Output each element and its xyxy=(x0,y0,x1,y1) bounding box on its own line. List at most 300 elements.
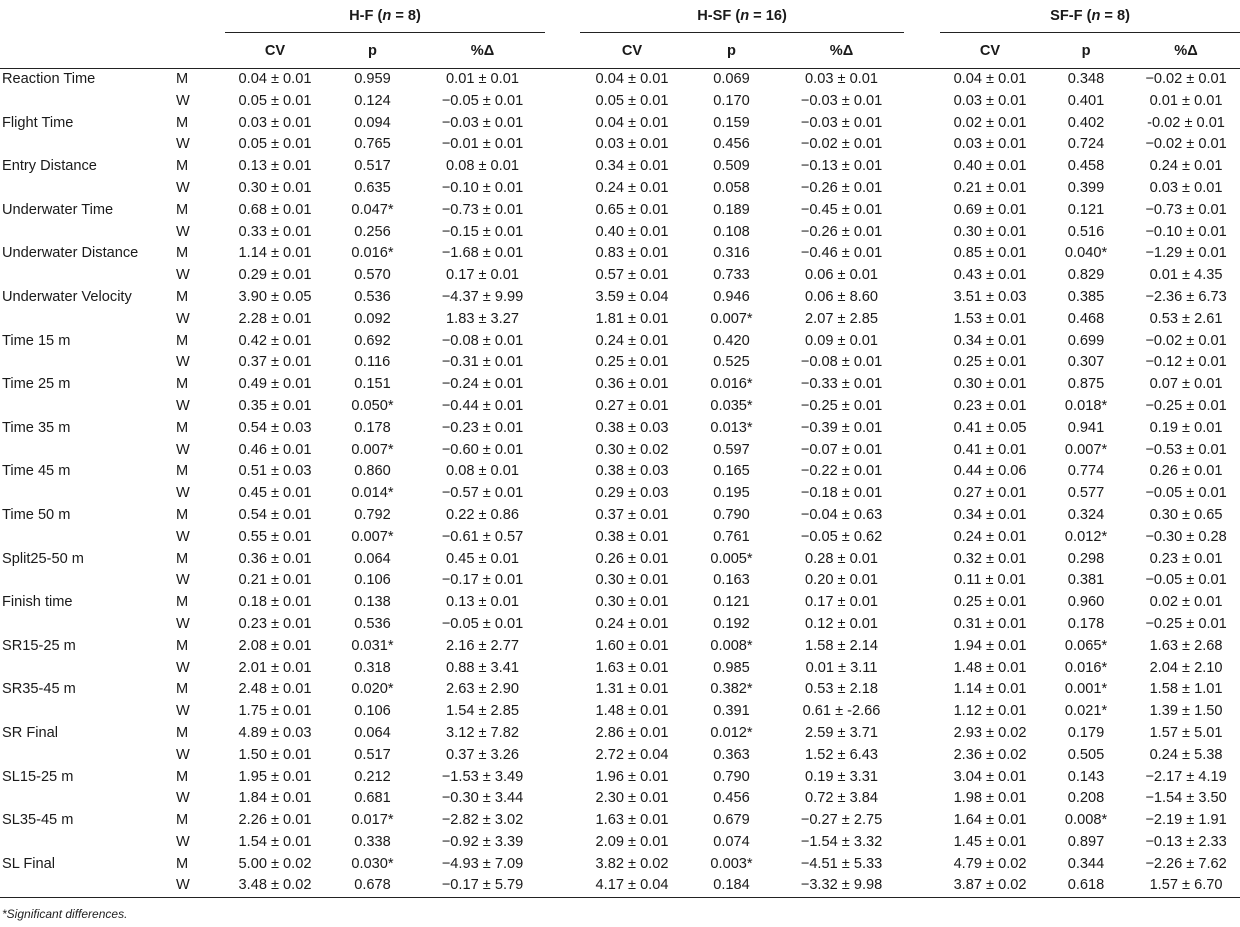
sex-label: M xyxy=(176,506,189,523)
table-row xyxy=(0,679,1240,701)
cv-cell: 1.63 ± 0.01 xyxy=(595,812,669,829)
p-cell: 0.179 xyxy=(1067,724,1105,741)
pct-change-cell: −0.10 ± 0.01 xyxy=(1145,223,1227,240)
p-cell: 0.790 xyxy=(713,768,750,785)
spacer-cell xyxy=(904,156,940,178)
table-row xyxy=(0,701,1240,723)
row-label xyxy=(0,91,170,113)
spacer-cell xyxy=(904,396,940,418)
pct-change-cell: −0.26 ± 0.01 xyxy=(800,179,883,196)
table-row xyxy=(0,461,1240,483)
cv-cell: 0.57 ± 0.01 xyxy=(595,267,669,284)
p-cell: 0.159 xyxy=(713,114,750,131)
spacer-cell xyxy=(545,396,580,418)
p-cell: 0.348 xyxy=(1067,71,1105,87)
pct-change-cell: 0.20 ± 0.01 xyxy=(805,572,878,589)
cv-cell: 0.25 ± 0.01 xyxy=(595,354,669,371)
p-cell: 0.505 xyxy=(1067,746,1105,763)
pct-change-cell: 2.07 ± 2.85 xyxy=(805,310,878,327)
cv-cell: 0.34 ± 0.01 xyxy=(953,506,1027,523)
sex-label: W xyxy=(176,441,190,458)
spacer-cell xyxy=(545,505,580,527)
spacer-cell xyxy=(545,331,580,353)
spacer-cell xyxy=(545,527,580,549)
pct-change-cell: 1.63 ± 2.68 xyxy=(1149,637,1223,654)
pct-change-cell: −0.30 ± 0.28 xyxy=(1145,528,1227,545)
pct-change-cell: −0.27 ± 2.75 xyxy=(800,812,883,829)
pct-change-cell: 0.26 ± 0.01 xyxy=(1149,463,1223,480)
spacer-cell xyxy=(545,592,580,614)
table-row xyxy=(0,570,1240,592)
spacer-cell xyxy=(545,658,580,680)
cv-cell: 0.03 ± 0.01 xyxy=(953,136,1027,153)
cv-cell: 0.31 ± 0.01 xyxy=(953,615,1027,632)
cv-cell: 0.27 ± 0.01 xyxy=(953,485,1027,502)
cv-cell: 0.27 ± 0.01 xyxy=(595,397,669,414)
pct-change-cell: −0.39 ± 0.01 xyxy=(800,419,883,436)
pct-change-cell: −0.02 ± 0.01 xyxy=(800,136,883,153)
spacer-cell xyxy=(904,200,940,222)
p-cell: 0.724 xyxy=(1067,136,1105,153)
spacer-cell xyxy=(904,723,940,745)
p-cell: 0.597 xyxy=(713,441,750,458)
p-cell: 0.178 xyxy=(354,419,391,436)
cv-cell: 0.38 ± 0.01 xyxy=(595,528,669,545)
sex-label: W xyxy=(176,746,190,763)
sex-label: W xyxy=(176,790,190,807)
pct-change-cell: −0.12 ± 0.01 xyxy=(1145,354,1227,371)
row-label: SL Final xyxy=(2,855,55,872)
cv-cell: 0.37 ± 0.01 xyxy=(595,506,669,523)
pct-change-cell: −0.25 ± 0.01 xyxy=(1145,397,1227,414)
cv-cell: 0.36 ± 0.01 xyxy=(238,550,312,567)
pct-change-cell: −0.03 ± 0.01 xyxy=(441,114,524,131)
pct-change-cell: −2.82 ± 3.02 xyxy=(441,812,524,829)
pct-change-cell: 2.04 ± 2.10 xyxy=(1149,659,1223,676)
table-row xyxy=(0,331,1240,353)
row-label: Time 15 m xyxy=(2,332,71,349)
row-label xyxy=(0,832,170,854)
p-cell: 0.008* xyxy=(710,637,753,654)
cv-cell: 0.24 ± 0.01 xyxy=(595,179,669,196)
cv-cell: 0.13 ± 0.01 xyxy=(238,158,312,175)
sex-label: W xyxy=(176,397,190,414)
p-cell: 0.692 xyxy=(354,332,391,349)
pct-change-cell: −1.29 ± 0.01 xyxy=(1145,245,1227,262)
pct-change-cell: −0.13 ± 0.01 xyxy=(800,158,883,175)
cv-cell: 0.44 ± 0.06 xyxy=(953,463,1027,480)
pct-change-cell: 0.12 ± 0.01 xyxy=(805,615,878,632)
pct-change-cell: −0.08 ± 0.01 xyxy=(441,332,524,349)
row-label xyxy=(0,396,170,418)
spacer-cell xyxy=(545,788,580,810)
sex-label: M xyxy=(176,550,189,567)
cv-cell: 4.89 ± 0.03 xyxy=(238,724,312,741)
cv-cell: 1.48 ± 0.01 xyxy=(953,659,1027,676)
table-row xyxy=(0,745,1240,767)
spacer-cell xyxy=(545,461,580,483)
table-row xyxy=(0,418,1240,440)
cv-cell: 0.26 ± 0.01 xyxy=(595,550,669,567)
p-cell: 0.165 xyxy=(713,463,750,480)
pct-change-cell: −0.25 ± 0.01 xyxy=(800,397,883,414)
cv-cell: 0.41 ± 0.01 xyxy=(953,441,1027,458)
spacer-cell xyxy=(904,69,940,91)
spacer-cell xyxy=(545,113,580,135)
column-header-pct-change: %Δ xyxy=(1132,33,1240,69)
pct-change-cell: −0.26 ± 0.01 xyxy=(800,223,883,240)
cv-cell: 2.09 ± 0.01 xyxy=(595,833,669,850)
table-row xyxy=(0,134,1240,156)
table-row xyxy=(0,483,1240,505)
p-cell: 0.065* xyxy=(1064,637,1108,654)
pct-change-cell: 0.53 ± 2.61 xyxy=(1149,310,1223,327)
p-cell: 0.570 xyxy=(354,267,391,284)
sex-label: M xyxy=(176,855,189,872)
p-cell: 0.382* xyxy=(710,681,753,698)
spacer-cell xyxy=(545,440,580,462)
row-label: Finish time xyxy=(2,594,73,611)
pct-change-cell: 0.02 ± 0.01 xyxy=(1149,594,1223,611)
table-row xyxy=(0,723,1240,745)
table-row xyxy=(0,875,1240,897)
cv-cell: 0.29 ± 0.01 xyxy=(238,267,312,284)
row-label: Time 35 m xyxy=(2,419,71,436)
pct-change-cell: 0.03 ± 0.01 xyxy=(1149,179,1223,196)
pct-change-cell: −0.08 ± 0.01 xyxy=(800,354,883,371)
sex-label: W xyxy=(176,485,190,502)
row-label xyxy=(0,265,170,287)
table-row xyxy=(0,614,1240,636)
p-cell: 0.536 xyxy=(354,288,391,305)
pct-change-cell: −0.46 ± 0.01 xyxy=(800,245,883,262)
row-label: Split25-50 m xyxy=(2,550,84,567)
spacer-cell xyxy=(545,352,580,374)
cv-cell: 0.49 ± 0.01 xyxy=(238,376,312,393)
row-label: Underwater Distance xyxy=(2,245,139,262)
p-cell: 0.401 xyxy=(1067,92,1105,109)
cv-cell: 0.21 ± 0.01 xyxy=(953,179,1027,196)
cv-cell: 1.96 ± 0.01 xyxy=(595,768,669,785)
spacer-cell xyxy=(545,854,580,876)
p-cell: 0.163 xyxy=(713,572,750,589)
cv-cell: 0.34 ± 0.01 xyxy=(595,158,669,175)
spacer-cell xyxy=(904,505,940,527)
cv-cell: 0.30 ± 0.02 xyxy=(595,441,669,458)
cv-cell: 0.43 ± 0.01 xyxy=(953,267,1027,284)
p-cell: 0.208 xyxy=(1067,790,1105,807)
spacer-cell xyxy=(904,810,940,832)
table-row xyxy=(0,222,1240,244)
spacer-cell xyxy=(545,810,580,832)
p-cell: 0.007* xyxy=(351,528,394,545)
p-cell: 0.468 xyxy=(1067,310,1105,327)
table-row xyxy=(0,309,1240,331)
p-cell: 0.016* xyxy=(1064,659,1108,676)
p-cell: 0.035* xyxy=(710,397,753,414)
pct-change-cell: −4.37 ± 9.99 xyxy=(441,288,524,305)
p-cell: 0.761 xyxy=(713,528,750,545)
cv-cell: 1.84 ± 0.01 xyxy=(238,790,312,807)
cv-cell: 1.75 ± 0.01 xyxy=(238,703,312,720)
spacer-cell xyxy=(545,723,580,745)
p-cell: 0.008* xyxy=(1064,812,1108,829)
p-cell: 0.946 xyxy=(713,288,750,305)
row-label xyxy=(0,788,170,810)
pct-change-cell: 1.57 ± 6.70 xyxy=(1132,875,1240,897)
pct-change-cell: 0.22 ± 0.86 xyxy=(446,506,519,523)
cv-cell: 1.95 ± 0.01 xyxy=(238,768,312,785)
row-label: Reaction Time xyxy=(2,71,96,87)
pct-change-cell: −0.24 ± 0.01 xyxy=(441,376,524,393)
p-cell: 0.013* xyxy=(710,419,753,436)
pct-change-cell: 0.37 ± 3.26 xyxy=(446,746,519,763)
spacer-cell xyxy=(545,570,580,592)
p-cell: 0.402 xyxy=(1067,114,1105,131)
pct-change-cell: 1.52 ± 6.43 xyxy=(805,746,878,763)
cv-cell: 3.59 ± 0.04 xyxy=(595,288,669,305)
spacer-cell xyxy=(545,374,580,396)
pct-change-cell: −0.92 ± 3.39 xyxy=(441,833,524,850)
pct-change-cell: 1.58 ± 2.14 xyxy=(805,637,878,654)
row-label: Entry Distance xyxy=(2,158,97,175)
cv-cell: 1.50 ± 0.01 xyxy=(238,746,312,763)
pct-change-cell: 0.01 ± 0.01 xyxy=(1149,92,1223,109)
spacer-cell xyxy=(904,243,940,265)
p-cell: 0.765 xyxy=(354,136,391,153)
row-label: SL15-25 m xyxy=(2,768,74,785)
row-label xyxy=(0,875,170,897)
pct-change-cell: −0.17 ± 5.79 xyxy=(420,875,545,897)
cv-cell: 0.37 ± 0.01 xyxy=(238,354,312,371)
spacer-cell xyxy=(904,745,940,767)
spacer-cell xyxy=(904,352,940,374)
spacer-cell xyxy=(904,113,940,135)
cv-cell: 4.79 ± 0.02 xyxy=(953,855,1027,872)
table-row xyxy=(0,178,1240,200)
column-header-p: p xyxy=(684,33,779,69)
row-label: SR35-45 m xyxy=(2,681,76,698)
spacer-cell xyxy=(904,374,940,396)
cv-cell: 1.81 ± 0.01 xyxy=(595,310,669,327)
sex-label: M xyxy=(176,288,189,305)
pct-change-cell: 0.07 ± 0.01 xyxy=(1149,376,1223,393)
cv-cell: 0.05 ± 0.01 xyxy=(238,92,312,109)
cv-cell: 2.26 ± 0.01 xyxy=(238,812,312,829)
row-label: SL35-45 m xyxy=(2,812,74,829)
cv-cell: 0.34 ± 0.01 xyxy=(953,332,1027,349)
p-cell: 0.021* xyxy=(1064,703,1108,720)
cv-cell: 1.45 ± 0.01 xyxy=(953,833,1027,850)
cv-cell: 4.17 ± 0.04 xyxy=(580,875,684,897)
p-cell: 0.040* xyxy=(1064,245,1108,262)
row-label xyxy=(0,614,170,636)
p-cell: 0.618 xyxy=(1040,875,1132,897)
cv-cell: 0.23 ± 0.01 xyxy=(953,397,1027,414)
cv-cell: 2.48 ± 0.01 xyxy=(238,681,312,698)
table-row xyxy=(0,810,1240,832)
p-cell: 0.124 xyxy=(354,92,391,109)
sex-label: M xyxy=(176,681,189,698)
spacer-cell xyxy=(904,636,940,658)
p-cell: 0.420 xyxy=(713,332,750,349)
p-cell: 0.189 xyxy=(713,201,750,218)
p-cell: 0.381 xyxy=(1067,572,1105,589)
spacer-cell xyxy=(545,679,580,701)
spacer-cell xyxy=(545,309,580,331)
p-cell: 0.733 xyxy=(713,267,750,284)
spacer-cell xyxy=(904,767,940,789)
row-label: Underwater Velocity xyxy=(2,288,132,305)
spacer-cell xyxy=(545,614,580,636)
p-cell: 0.516 xyxy=(1067,223,1105,240)
cv-cell: 0.42 ± 0.01 xyxy=(238,332,312,349)
column-header-pct-change: %Δ xyxy=(779,33,904,69)
row-label xyxy=(0,570,170,592)
p-cell: 0.897 xyxy=(1067,833,1105,850)
spacer-cell xyxy=(545,483,580,505)
pct-change-cell: -0.02 ± 0.01 xyxy=(1147,114,1225,131)
pct-change-cell: 0.24 ± 0.01 xyxy=(1149,158,1223,175)
p-cell: 0.959 xyxy=(354,71,391,87)
table-row xyxy=(0,854,1240,876)
sex-label: M xyxy=(176,245,189,262)
cv-cell: 3.51 ± 0.03 xyxy=(953,288,1027,305)
table-row xyxy=(0,265,1240,287)
pct-change-cell: 0.01 ± 3.11 xyxy=(805,659,878,676)
cv-cell: 0.68 ± 0.01 xyxy=(238,201,312,218)
pct-change-cell: 1.83 ± 3.27 xyxy=(446,310,519,327)
table-row xyxy=(0,69,1240,91)
p-cell: 0.456 xyxy=(713,136,750,153)
cv-cell: 1.31 ± 0.01 xyxy=(595,681,669,698)
spacer-cell xyxy=(904,614,940,636)
cv-cell: 0.02 ± 0.01 xyxy=(953,114,1027,131)
p-cell: 0.106 xyxy=(354,703,391,720)
pct-change-cell: −0.53 ± 0.01 xyxy=(1145,441,1227,458)
table-row xyxy=(0,658,1240,680)
cv-cell: 0.04 ± 0.01 xyxy=(953,71,1027,87)
p-cell: 0.256 xyxy=(354,223,391,240)
spacer-cell xyxy=(545,287,580,309)
spacer-cell xyxy=(904,549,940,571)
spacer-cell xyxy=(904,788,940,810)
pct-change-cell: 0.88 ± 3.41 xyxy=(446,659,519,676)
p-cell: 0.525 xyxy=(713,354,750,371)
cv-cell: 2.93 ± 0.02 xyxy=(953,724,1027,741)
p-cell: 0.031* xyxy=(351,637,394,654)
spacer-cell xyxy=(904,309,940,331)
pct-change-cell: −4.93 ± 7.09 xyxy=(441,855,524,872)
cv-cell: 0.30 ± 0.01 xyxy=(953,223,1027,240)
spacer-cell xyxy=(904,527,940,549)
p-cell: 0.792 xyxy=(354,506,391,523)
p-cell: 0.985 xyxy=(713,659,750,676)
p-cell: 0.094 xyxy=(354,114,391,131)
table-row xyxy=(0,243,1240,265)
group-header-sf-f: SF-F (n = 8) xyxy=(940,0,1240,33)
p-cell: 0.108 xyxy=(713,223,750,240)
cv-cell: 0.54 ± 0.03 xyxy=(238,419,312,436)
spacer-cell xyxy=(904,287,940,309)
sex-label: M xyxy=(176,419,189,436)
pct-change-cell: 0.01 ± 4.35 xyxy=(1149,267,1223,284)
p-cell: 0.536 xyxy=(354,615,391,632)
pct-change-cell: 0.17 ± 0.01 xyxy=(446,267,519,284)
pct-change-cell: −0.15 ± 0.01 xyxy=(441,223,524,240)
p-cell: 0.316 xyxy=(713,245,750,262)
spacer-cell xyxy=(904,134,940,156)
spacer-cell xyxy=(904,570,940,592)
pct-change-cell: −0.25 ± 0.01 xyxy=(1145,615,1227,632)
spacer-cell xyxy=(545,134,580,156)
cv-cell: 0.11 ± 0.01 xyxy=(954,572,1026,589)
p-cell: 0.517 xyxy=(354,158,391,175)
cv-cell: 0.51 ± 0.03 xyxy=(238,463,312,480)
spacer-cell xyxy=(545,222,580,244)
p-cell: 0.058 xyxy=(713,179,750,196)
p-cell: 0.003* xyxy=(710,855,753,872)
cv-cell: 2.72 ± 0.04 xyxy=(595,746,669,763)
sex-label: M xyxy=(176,724,189,741)
spacer-cell xyxy=(545,69,580,91)
pct-change-cell: −0.22 ± 0.01 xyxy=(800,463,883,480)
column-header-cv: CV xyxy=(940,33,1040,69)
pct-change-cell: 0.08 ± 0.01 xyxy=(446,463,519,480)
sex-label: W xyxy=(176,310,190,327)
sex-label: W xyxy=(170,875,225,897)
p-cell: 0.385 xyxy=(1067,288,1105,305)
row-label: Time 45 m xyxy=(2,463,71,480)
row-label xyxy=(0,134,170,156)
spacer-cell xyxy=(545,636,580,658)
table-row xyxy=(0,287,1240,309)
p-cell: 0.016* xyxy=(710,376,753,393)
cv-cell: 0.04 ± 0.01 xyxy=(238,71,312,87)
p-cell: 0.030* xyxy=(351,855,394,872)
cv-cell: 3.87 ± 0.02 xyxy=(940,875,1040,897)
pct-change-cell: 0.23 ± 0.01 xyxy=(1149,550,1223,567)
column-header-pct-change: %Δ xyxy=(420,33,545,69)
table-row xyxy=(0,832,1240,854)
cv-cell: 1.63 ± 0.01 xyxy=(595,659,669,676)
pct-change-cell: 0.19 ± 3.31 xyxy=(805,768,878,785)
pct-change-cell: −4.51 ± 5.33 xyxy=(800,855,883,872)
cv-cell: 0.38 ± 0.03 xyxy=(595,463,669,480)
pct-change-cell: 0.06 ± 8.60 xyxy=(805,288,878,305)
cv-cell: 1.48 ± 0.01 xyxy=(595,703,669,720)
pct-change-cell: −0.44 ± 0.01 xyxy=(441,397,524,414)
row-label xyxy=(0,745,170,767)
pct-change-cell: 2.59 ± 3.71 xyxy=(805,724,878,741)
p-cell: 0.016* xyxy=(351,245,394,262)
sex-label: M xyxy=(176,201,189,218)
row-label: Time 25 m xyxy=(2,376,71,393)
pct-change-cell: 0.72 ± 3.84 xyxy=(805,790,878,807)
p-cell: 0.092 xyxy=(354,310,391,327)
cv-cell: 0.03 ± 0.01 xyxy=(953,92,1027,109)
pct-change-cell: −0.10 ± 0.01 xyxy=(441,179,524,196)
p-cell: 0.298 xyxy=(1067,550,1105,567)
sex-label: W xyxy=(176,833,190,850)
footnote: *Significant differences. xyxy=(2,907,128,921)
p-cell: 0.001* xyxy=(1064,681,1108,698)
cv-cell: 0.25 ± 0.01 xyxy=(953,594,1027,611)
cv-cell: 0.40 ± 0.01 xyxy=(595,223,669,240)
spacer-cell xyxy=(904,91,940,113)
spacer-cell xyxy=(545,156,580,178)
pct-change-cell: −0.23 ± 0.01 xyxy=(441,419,524,436)
